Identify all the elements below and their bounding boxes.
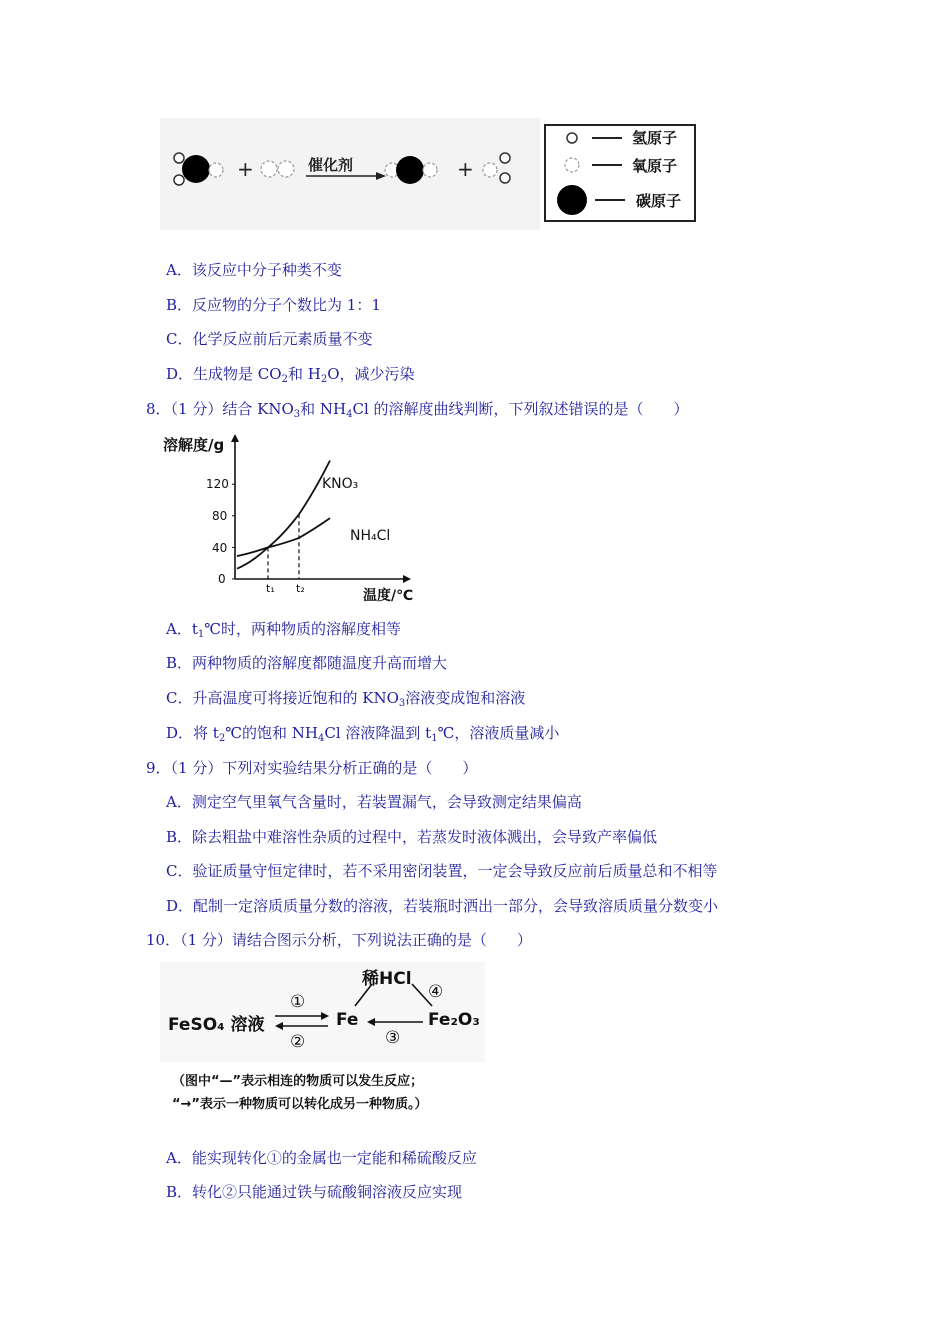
q8-option-c: C．升高温度可将接近饱和的 $KNO_3$溶液变成饱和溶液 [166, 689, 526, 709]
oxygen-atom-icon [565, 158, 579, 172]
q9-option-a: A．测定空气里氧气含量时，若装置漏气，会导致测定结果偏高 [166, 793, 582, 811]
catalyst-label: 催化剂 [308, 156, 354, 174]
diagram-circle-3: ③ [385, 1028, 401, 1048]
diagram-circle-4: ④ [428, 982, 444, 1002]
q8-option-b: B．两种物质的溶解度都随温度升高而增大 [166, 654, 448, 672]
solubility-chart [160, 432, 425, 607]
carbon-atom-icon [557, 185, 587, 215]
diagram-fe2o3-label: Fe₂O₃ [428, 1010, 480, 1030]
series-label-kno3: KNO₃ [322, 476, 359, 492]
diagram-circle-1: ① [290, 992, 306, 1012]
legend-hydrogen-label: 氢原子 [632, 129, 678, 147]
q10-option-a: A．能实现转化①的金属也一定能和稀硫酸反应 [166, 1149, 477, 1167]
q10-stem: 10．（1 分）请结合图示分析，下列说法正确的是（ ） [146, 931, 532, 949]
chart-ylabel: 溶解度/g [163, 436, 225, 454]
chart-xtick-t1: t₁ [266, 582, 275, 595]
series-label-nh4cl: NH₄Cl [350, 528, 391, 544]
legend-oxygen-label: 氧原子 [632, 157, 678, 175]
q7-option-c: C．化学反应前后元素质量不变 [166, 330, 373, 348]
q7-option-b: B．反应物的分子个数比为 1：1 [166, 296, 381, 314]
q7-option-a: A．该反应中分子种类不变 [166, 261, 342, 279]
q8-option-a: A．$t_1℃$时，两种物质的溶解度相等 [166, 620, 402, 640]
diagram-hcl-label: 稀HCl [362, 969, 412, 989]
chart-ytick-40: 40 [212, 541, 228, 555]
q10-option-b: B．转化②只能通过铁与硫酸铜溶液反应实现 [166, 1183, 463, 1201]
q9-option-d: D．配制一定溶质质量分数的溶液，若装瓶时洒出一部分，会导致溶质质量分数变小 [166, 897, 719, 915]
diagram-note-line2: “→”表示一种物质可以转化成另一种物质。） [172, 1097, 428, 1112]
solubility-chart-svg [160, 432, 425, 607]
chart-ytick-0: 0 [218, 572, 226, 586]
svg-text:+: + [457, 157, 474, 181]
hydrogen-atom-icon [567, 133, 577, 143]
legend-carbon-label: 碳原子 [636, 192, 682, 210]
diagram-feso4-label: FeSO₄ 溶液 [168, 1015, 265, 1035]
q9-option-b: B．除去粗盐中难溶性杂质的过程中，若蒸发时液体溅出，会导致产率偏低 [166, 828, 658, 846]
q9-stem: 9．（1 分）下列对实验结果分析正确的是（ ） [146, 759, 478, 777]
diagram-circle-2: ② [290, 1032, 306, 1052]
q7-option-d: D．生成物是 $CO_2$和 $H_2O$，减少污染 [166, 365, 415, 385]
chart-xtick-t2: t₂ [296, 582, 305, 595]
chart-ytick-80: 80 [212, 509, 228, 523]
iron-conversion-figure [160, 962, 490, 1117]
q8-option-d: D．将 $t_2℃$的饱和 $NH_4Cl$ 溶液降温到 $t_1℃$，溶液质量减小 [166, 724, 560, 744]
q8-stem: 8．（1 分）结合 $KNO_3$和 $NH_4Cl$ 的溶解度曲线判断，下列叙述错误的是（ ） [146, 400, 689, 420]
svg-text:+: + [237, 157, 254, 181]
q9-option-c: C．验证质量守恒定律时，若不采用密闭装置，一定会导致反应前后质量总和不相等 [166, 862, 718, 880]
chart-ytick-120: 120 [206, 477, 229, 491]
chart-xlabel: 温度/℃ [363, 588, 414, 604]
reaction-figure [160, 118, 720, 230]
diagram-note-line1: （图中“—”表示相连的物质可以发生反应； [172, 1074, 424, 1089]
diagram-fe-label: Fe [336, 1010, 359, 1030]
